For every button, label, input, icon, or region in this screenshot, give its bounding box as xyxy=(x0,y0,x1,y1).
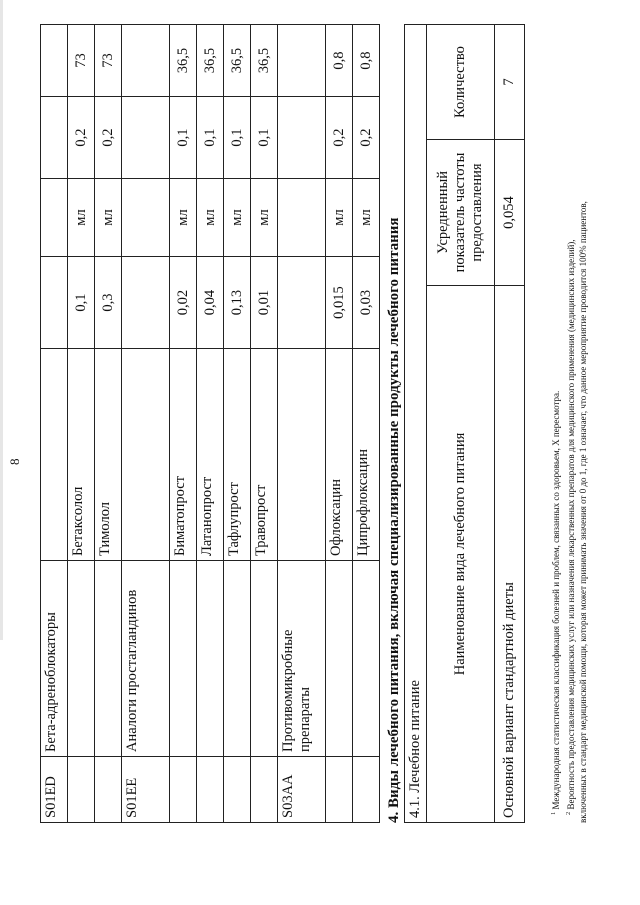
header-name: Наименование вида лечебного питания xyxy=(426,286,494,823)
edd-value-cell: 0,1 xyxy=(197,97,224,179)
drug-name-cell: Тимолол xyxy=(95,349,122,561)
drug-name-cell: Биматопрост xyxy=(170,349,197,561)
unit-cell: мл xyxy=(251,179,278,257)
ekd-value-cell: 0,8 xyxy=(353,25,380,97)
ekd-value-cell xyxy=(41,25,68,97)
drug-name-cell xyxy=(41,349,68,561)
group-name-cell: Бета-адреноблокаторы xyxy=(41,561,68,757)
group-name-cell: Аналоги простагландинов xyxy=(122,561,170,757)
footnote-2 xyxy=(563,201,578,823)
footnote-2-continued: включенных в стандарт медицинской помощи, которая может принимать значения от 0 до 1, где 1 означает, что данное мероприятие проводится 100% пациентов, xyxy=(578,201,588,823)
table-row xyxy=(197,25,224,823)
ekd-value-cell: 0,8 xyxy=(326,25,353,97)
drug-name-cell: Тафлупрост xyxy=(224,349,251,561)
unit-cell: мл xyxy=(197,179,224,257)
group-name-cell xyxy=(68,561,95,757)
table-row xyxy=(95,25,122,823)
ddd-value-cell xyxy=(122,257,170,349)
unit-cell: мл xyxy=(95,179,122,257)
atc-code-cell xyxy=(224,757,251,823)
edd-value-cell xyxy=(122,97,170,179)
atc-code-cell xyxy=(95,757,122,823)
ekd-value-cell xyxy=(278,25,326,97)
group-name-cell xyxy=(353,561,380,757)
table-row xyxy=(278,25,326,823)
edd-value-cell: 0,1 xyxy=(251,97,278,179)
ekd-value-cell xyxy=(122,25,170,97)
header-quantity: Количество xyxy=(426,24,494,139)
ekd-value-cell: 36,5 xyxy=(197,25,224,97)
table-row xyxy=(494,24,524,822)
unit-cell: мл xyxy=(68,179,95,257)
atc-code-cell xyxy=(170,757,197,823)
diet-quantity: 7 xyxy=(494,24,524,139)
atc-code-cell xyxy=(251,757,278,823)
unit-cell xyxy=(122,179,170,257)
drug-name-cell: Офлоксацин xyxy=(326,349,353,561)
subsection-row xyxy=(405,24,427,822)
section-title: 4. Виды лечебного питания, включая специализированные продукты лечебного питания xyxy=(386,217,402,823)
ddd-value-cell: 0,02 xyxy=(170,257,197,349)
header-frequency: Усредненный показатель частоты предоставления xyxy=(426,140,494,286)
ddd-value-cell xyxy=(41,257,68,349)
ddd-value-cell: 0,3 xyxy=(95,257,122,349)
drug-name-cell: Ципрофлоксацин xyxy=(353,349,380,561)
diet-frequency: 0,054 xyxy=(494,140,524,286)
group-name-cell: Противомикробные препараты xyxy=(278,561,326,757)
unit-cell: мл xyxy=(170,179,197,257)
atc-code-cell: S01EE xyxy=(122,757,170,823)
group-name-cell xyxy=(251,561,278,757)
table-row xyxy=(41,25,68,823)
edd-value-cell xyxy=(41,97,68,179)
table-row xyxy=(353,25,380,823)
ddd-value-cell xyxy=(278,257,326,349)
drug-name-cell xyxy=(278,349,326,561)
atc-code-cell: S03AA xyxy=(278,757,326,823)
footnote-1 xyxy=(548,201,563,823)
nutrition-table xyxy=(404,24,525,823)
ddd-value-cell: 0,13 xyxy=(224,257,251,349)
ddd-value-cell: 0,04 xyxy=(197,257,224,349)
edd-value-cell: 0,1 xyxy=(170,97,197,179)
ekd-value-cell: 73 xyxy=(68,25,95,97)
drug-name-cell: Травопрост xyxy=(251,349,278,561)
group-name-cell xyxy=(95,561,122,757)
table-row xyxy=(326,25,353,823)
edd-value-cell: 0,2 xyxy=(353,97,380,179)
unit-cell: мл xyxy=(353,179,380,257)
unit-cell: мл xyxy=(224,179,251,257)
ekd-value-cell: 73 xyxy=(95,25,122,97)
group-name-cell xyxy=(224,561,251,757)
group-name-cell xyxy=(170,561,197,757)
ekd-value-cell: 36,5 xyxy=(224,25,251,97)
drug-name-cell xyxy=(122,349,170,561)
table-row xyxy=(170,25,197,823)
unit-cell xyxy=(278,179,326,257)
ddd-value-cell: 0,1 xyxy=(68,257,95,349)
atc-code-cell: S01ED xyxy=(41,757,68,823)
footnote-1-mark: 1 xyxy=(550,811,557,815)
ddd-value-cell: 0,03 xyxy=(353,257,380,349)
atc-code-cell xyxy=(326,757,353,823)
table-row xyxy=(122,25,170,823)
footnotes xyxy=(548,201,590,823)
footnote-1-text: Международная статистическая классификация болезней и проблем, связанных со здоровьем, X пересмотра. xyxy=(551,390,561,810)
table-row xyxy=(224,25,251,823)
edd-value-cell: 0,2 xyxy=(68,97,95,179)
table-row xyxy=(68,25,95,823)
drug-name-cell: Латанопрост xyxy=(197,349,224,561)
ekd-value-cell: 36,5 xyxy=(251,25,278,97)
edd-value-cell: 0,2 xyxy=(95,97,122,179)
ekd-value-cell: 36,5 xyxy=(170,25,197,97)
page-number: 8 xyxy=(7,458,22,465)
drug-name-cell: Бетаксолол xyxy=(68,349,95,561)
footnote-2-text: Вероятность предоставления медицинских услуг или назначения лекарственных препаратов для медицинского применения (медицинских изделий), xyxy=(565,239,576,810)
ddd-value-cell: 0,015 xyxy=(326,257,353,349)
group-name-cell xyxy=(197,561,224,757)
footnote-2-mark: 2 xyxy=(564,811,572,815)
atc-code-cell xyxy=(68,757,95,823)
diet-name: Основной вариант стандартной диеты xyxy=(494,286,524,823)
header-row xyxy=(426,24,494,822)
drug-table xyxy=(40,24,380,823)
unit-cell: мл xyxy=(326,179,353,257)
group-name-cell xyxy=(326,561,353,757)
atc-code-cell xyxy=(197,757,224,823)
edd-value-cell: 0,2 xyxy=(326,97,353,179)
ddd-value-cell: 0,01 xyxy=(251,257,278,349)
table-row xyxy=(251,25,278,823)
atc-code-cell xyxy=(353,757,380,823)
edd-value-cell: 0,1 xyxy=(224,97,251,179)
edd-value-cell xyxy=(278,97,326,179)
subsection-title: 4.1. Лечебное питание xyxy=(405,24,427,822)
unit-cell xyxy=(41,179,68,257)
